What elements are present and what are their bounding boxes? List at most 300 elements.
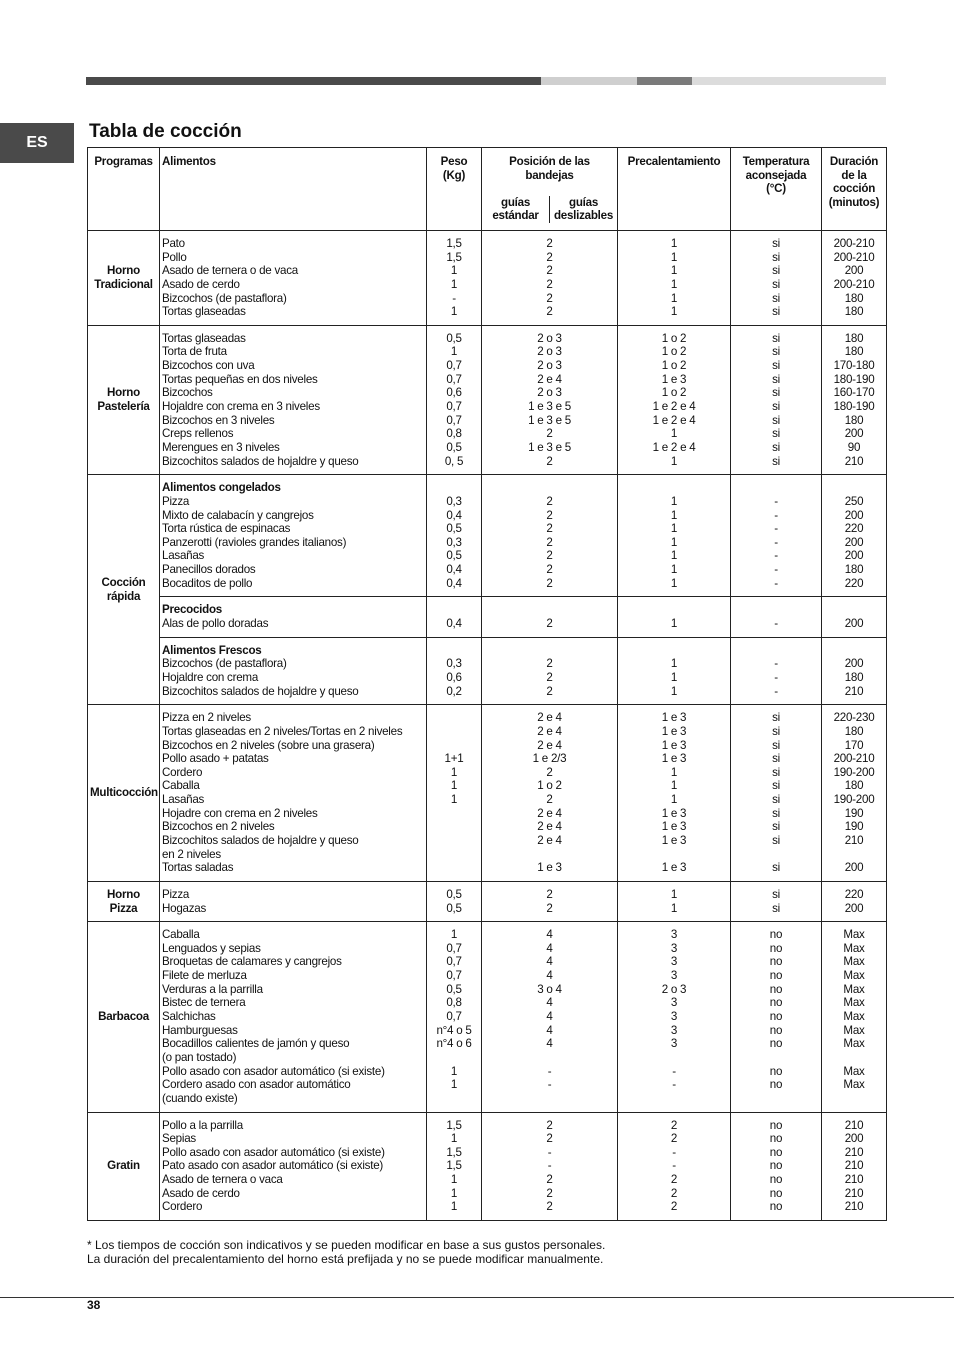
- weight: 0,8: [446, 427, 462, 441]
- preheat: si: [772, 738, 780, 752]
- food-name: Broquetas de calamares y cangrejos: [162, 955, 342, 969]
- cell-temperature: [822, 881, 887, 921]
- temperature: 180: [844, 291, 864, 305]
- temperature: 180: [844, 563, 864, 577]
- guia-estandar: 4: [546, 1023, 553, 1037]
- bar-segment-mid: [637, 77, 692, 85]
- guia-estandar: 4: [546, 955, 553, 969]
- table-row: [88, 922, 887, 1112]
- weight: 1: [450, 1078, 458, 1092]
- preheat: si: [772, 820, 780, 834]
- food-name: Hojaldre con crema en 3 niveles: [162, 400, 320, 414]
- weight: 1,5: [446, 250, 462, 264]
- weight: [429, 848, 479, 862]
- preheat: si: [772, 237, 780, 250]
- header-alimentos: Alimentos: [160, 148, 427, 231]
- cell-preheat: [731, 325, 822, 474]
- weight: 0,4: [446, 563, 462, 577]
- weight: 1: [450, 305, 458, 319]
- preheat: -: [774, 657, 778, 671]
- guia-estandar: 2: [546, 576, 553, 590]
- temperature: 210: [844, 1118, 864, 1132]
- preheat: no: [769, 1118, 783, 1132]
- food-name: Tortas glaseadas: [162, 331, 246, 345]
- preheat: si: [772, 345, 780, 359]
- preheat: si: [772, 793, 780, 807]
- food-name: Bizcochitos salados de hojaldre y queso: [162, 833, 359, 847]
- guia-estandar: [484, 848, 615, 862]
- preheat: no: [769, 969, 783, 983]
- temperature: 200: [844, 549, 864, 563]
- spacer: [484, 603, 615, 617]
- weight: 0,5: [446, 440, 462, 454]
- guia-deslizable: 1: [670, 535, 678, 549]
- guia-estandar: 2: [546, 684, 553, 698]
- preheat: no: [769, 982, 783, 996]
- guia-deslizable: 1: [670, 250, 678, 264]
- guia-estandar: -: [547, 1145, 552, 1159]
- temperature: 180: [844, 670, 864, 684]
- food-name: (cuando existe): [162, 1091, 238, 1105]
- preheat: [733, 1051, 819, 1065]
- spacer: [733, 481, 819, 495]
- preheat: si: [772, 887, 780, 901]
- preheat: si: [772, 724, 780, 738]
- cell-preheat: [731, 1112, 822, 1220]
- guia-deslizable: 1: [670, 237, 678, 250]
- preheat: si: [772, 331, 780, 345]
- preheat: si: [772, 386, 780, 400]
- food-name: Pizza en 2 niveles: [162, 711, 251, 725]
- guia-deslizable: -: [672, 1064, 676, 1078]
- guia-deslizable: 2 o 3: [661, 982, 687, 996]
- temperature: [824, 848, 884, 862]
- guia-deslizable: 1: [670, 277, 678, 291]
- guia-deslizable: 1: [670, 508, 678, 522]
- weight: [429, 834, 479, 848]
- temperature: 210: [844, 454, 864, 468]
- weight: 1: [450, 345, 458, 359]
- weight: 1+1: [444, 752, 464, 766]
- guia-deslizable: [620, 1092, 728, 1106]
- temperature: Max: [843, 1037, 865, 1051]
- guia-deslizable: 1 e 3: [661, 820, 687, 834]
- food-name: Torta de fruta: [162, 345, 227, 359]
- program-name: Gratin: [88, 1112, 160, 1220]
- weight: 0,7: [446, 359, 462, 373]
- preheat: no: [769, 1145, 783, 1159]
- cell-food-name: [160, 325, 427, 474]
- food-name: Cordero: [162, 1200, 203, 1214]
- cell-guia-deslizable: [618, 637, 731, 705]
- temperature: 210: [844, 1173, 864, 1187]
- guia-deslizable: [620, 1051, 728, 1065]
- guia-deslizable: 1 e 3: [661, 752, 687, 766]
- weight: 1,5: [446, 1159, 462, 1173]
- spacer: [620, 481, 728, 495]
- guia-estandar: 2: [546, 508, 553, 522]
- preheat: si: [772, 779, 780, 793]
- cell-weight: [427, 1112, 482, 1220]
- spacer: [620, 644, 728, 658]
- weight: 0,7: [446, 941, 462, 955]
- guia-estandar: 2: [546, 1118, 553, 1132]
- food-name: Pollo a la parrilla: [162, 1118, 243, 1132]
- spacer: [620, 603, 728, 617]
- food-name: Panecillos dorados: [162, 563, 256, 577]
- guia-deslizable: 1 e 3: [661, 833, 687, 847]
- preheat: -: [774, 535, 778, 549]
- guia-deslizable: 1: [670, 522, 678, 536]
- preheat: si: [772, 765, 780, 779]
- food-name: Tortas glaseadas en 2 niveles/Tortas en 2 niveles: [162, 724, 403, 738]
- cell-preheat: [731, 881, 822, 921]
- temperature: 180-190: [833, 372, 875, 386]
- weight: 0,4: [446, 617, 462, 631]
- guia-estandar: 2 e 4: [537, 820, 562, 834]
- bar-segment-dark: [86, 77, 541, 85]
- guia-estandar: -: [547, 1159, 552, 1173]
- weight: 0,7: [446, 969, 462, 983]
- temperature: Max: [843, 1078, 865, 1092]
- cell-preheat: [731, 705, 822, 882]
- cell-guia-estandar: [482, 705, 618, 882]
- guia-estandar: 2: [546, 1173, 553, 1187]
- guia-deslizable: 1 o 2: [661, 386, 687, 400]
- preheat: si: [772, 264, 780, 278]
- food-name: Pollo asado + patatas: [162, 752, 269, 766]
- preheat: si: [772, 861, 780, 875]
- food-name: Panzerotti (ravioles grandes italianos): [162, 535, 347, 549]
- guia-deslizable: 2: [670, 1186, 678, 1200]
- preheat: si: [772, 711, 780, 725]
- temperature: Max: [843, 928, 865, 942]
- guia-estandar: 4: [546, 941, 553, 955]
- guia-deslizable: 1: [670, 779, 678, 793]
- guia-deslizable: 1 e 3: [661, 806, 687, 820]
- weight: n°4 o 6: [436, 1037, 472, 1051]
- header-precalentamiento: Precalentamiento: [618, 148, 731, 231]
- spacer: [733, 603, 819, 617]
- guia-deslizable: 3: [670, 996, 678, 1010]
- food-name: Bizcochos (de pastaflora): [162, 657, 287, 671]
- weight: [429, 739, 479, 753]
- header-posicion: [482, 148, 618, 231]
- preheat: si: [772, 250, 780, 264]
- weight: 1: [450, 928, 458, 942]
- weight: 1: [450, 779, 458, 793]
- cell-weight: [427, 637, 482, 705]
- weight: 0,2: [446, 684, 462, 698]
- weight: 1: [450, 765, 458, 779]
- guia-estandar: 2: [546, 535, 553, 549]
- weight: [429, 1051, 479, 1065]
- preheat: si: [772, 454, 780, 468]
- preheat: -: [774, 494, 778, 508]
- temperature: 160-170: [833, 386, 875, 400]
- weight: 0,6: [446, 386, 462, 400]
- preheat: si: [772, 291, 780, 305]
- table-row: [88, 881, 887, 921]
- food-name: Lenguados y sepias: [162, 941, 261, 955]
- table-row: [88, 1112, 887, 1220]
- guia-deslizable: 1: [670, 563, 678, 577]
- temperature: 180: [844, 345, 864, 359]
- guia-deslizable: 1 e 2 e 4: [652, 440, 696, 454]
- weight: 1: [450, 793, 458, 807]
- preheat: si: [772, 359, 780, 373]
- table-row: [88, 705, 887, 882]
- guia-estandar: 4: [546, 1010, 553, 1024]
- guia-deslizable: 1 e 2 e 4: [652, 400, 696, 414]
- bar-segment-light: [541, 77, 637, 85]
- temperature: 250: [844, 494, 864, 508]
- temperature: 200: [844, 657, 864, 671]
- temperature: 180: [844, 724, 864, 738]
- cell-weight: [427, 597, 482, 637]
- cell-guia-deslizable: [618, 705, 731, 882]
- food-name: Creps rellenos: [162, 427, 234, 441]
- guia-estandar: 2 e 4: [537, 738, 562, 752]
- food-name: Asado de cerdo: [162, 277, 240, 291]
- guia-estandar: 2: [546, 617, 553, 631]
- food-name: Torta rústica de espinacas: [162, 522, 291, 536]
- preheat: [733, 1092, 819, 1106]
- guia-estandar: 1 e 3 e 5: [528, 400, 571, 414]
- guia-deslizable: 1 e 3: [661, 372, 687, 386]
- cell-guia-deslizable: [618, 922, 731, 1112]
- food-name: Hojaldre con crema: [162, 670, 259, 684]
- language-tab: ES: [0, 123, 74, 163]
- header-decoration-bar: [86, 77, 886, 85]
- temperature: 220: [844, 887, 864, 901]
- guia-estandar: 2: [546, 549, 553, 563]
- header-posicion-label: Posición de las bandejas: [509, 155, 590, 182]
- guia-estandar: 2: [546, 887, 553, 901]
- cell-weight: [427, 475, 482, 597]
- guia-estandar: 3 o 4: [537, 982, 562, 996]
- temperature: 200: [844, 264, 864, 278]
- guia-estandar: 2: [546, 250, 553, 264]
- guia-deslizable: -: [672, 1145, 676, 1159]
- footnote-line: La duración del precalentamiento del horno está prefijada y no se puede modificar manualmente.: [87, 1252, 604, 1266]
- guia-estandar: 2 o 3: [537, 386, 562, 400]
- food-name: Bizcochos en 3 niveles: [162, 413, 275, 427]
- temperature: 210: [844, 684, 864, 698]
- food-name: Bizcochitos salados de hojaldre y queso: [162, 684, 359, 698]
- preheat: -: [774, 549, 778, 563]
- weight: 0,3: [446, 535, 462, 549]
- guia-deslizable: 1: [670, 576, 678, 590]
- cell-guia-deslizable: [618, 597, 731, 637]
- weight: 1,5: [446, 237, 462, 250]
- temperature: 200: [844, 901, 864, 915]
- cell-food-name: [160, 231, 427, 326]
- weight: 1,5: [446, 1145, 462, 1159]
- spacer: [824, 481, 884, 495]
- preheat: si: [772, 372, 780, 386]
- guia-deslizable: 1 o 2: [661, 359, 687, 373]
- guia-estandar: 2: [546, 291, 553, 305]
- cell-weight: [427, 325, 482, 474]
- food-name: Lasañas: [162, 549, 205, 563]
- preheat: no: [769, 1037, 783, 1051]
- temperature: 170-180: [833, 359, 875, 373]
- weight: 0,5: [446, 887, 462, 901]
- header-programas: Programas: [88, 148, 160, 231]
- food-name: Pato: [162, 237, 185, 250]
- guia-deslizable: 1: [670, 670, 678, 684]
- cell-weight: [427, 231, 482, 326]
- temperature: Max: [843, 941, 865, 955]
- preheat: si: [772, 427, 780, 441]
- food-name: Sepias: [162, 1132, 196, 1146]
- program-name: Barbacoa: [88, 922, 160, 1112]
- food-name: Bizcochos con uva: [162, 359, 255, 373]
- weight: 0,7: [446, 1010, 462, 1024]
- temperature: 180: [844, 413, 864, 427]
- weight: 1: [450, 1200, 458, 1214]
- weight: 1: [450, 1064, 458, 1078]
- temperature: 190-200: [833, 793, 875, 807]
- program-name: Multicocción: [88, 705, 160, 882]
- food-name: Hogazas: [162, 901, 207, 915]
- preheat: -: [774, 684, 778, 698]
- weight: 1: [450, 264, 458, 278]
- guia-deslizable: 2: [670, 1200, 678, 1214]
- cell-preheat: [731, 475, 822, 597]
- guia-estandar: 1 e 2/3: [532, 752, 567, 766]
- weight: -: [452, 291, 456, 305]
- cell-temperature: [822, 475, 887, 597]
- guia-estandar: 2: [546, 277, 553, 291]
- guia-deslizable: 1: [670, 617, 678, 631]
- weight: 0,3: [446, 494, 462, 508]
- guia-deslizable: 3: [670, 1037, 678, 1051]
- cell-guia-deslizable: [618, 881, 731, 921]
- food-name: Mixto de calabacín y cangrejos: [162, 508, 314, 522]
- weight: 1: [450, 1173, 458, 1187]
- cell-weight: [427, 705, 482, 882]
- table-row: [88, 325, 887, 474]
- preheat: -: [774, 670, 778, 684]
- spacer: [429, 644, 479, 658]
- preheat: no: [769, 1173, 783, 1187]
- guia-deslizable: 2: [670, 1173, 678, 1187]
- spacer: [733, 644, 819, 658]
- cell-guia-deslizable: [618, 231, 731, 326]
- temperature: Max: [843, 1023, 865, 1037]
- food-name: Bizcochos: [162, 386, 213, 400]
- program-name: Horno Pastelería: [88, 325, 160, 474]
- temperature: 180: [844, 331, 864, 345]
- temperature: 200: [844, 1132, 864, 1146]
- cell-guia-estandar: [482, 881, 618, 921]
- cell-food-name: [160, 475, 427, 597]
- weight: 0,4: [446, 508, 462, 522]
- guia-estandar: 2: [546, 657, 553, 671]
- guia-estandar: 2: [546, 264, 553, 278]
- weight: [429, 711, 479, 725]
- food-name: Asado de cerdo: [162, 1186, 240, 1200]
- cell-preheat: [731, 231, 822, 326]
- food-name: Tortas pequeñas en dos niveles: [162, 372, 318, 386]
- preheat: si: [772, 752, 780, 766]
- guia-estandar: 2: [546, 901, 553, 915]
- food-name: Asado de ternera o vaca: [162, 1173, 283, 1187]
- temperature: 90: [847, 440, 861, 454]
- guia-deslizable: 1: [670, 765, 678, 779]
- guia-deslizable: [620, 848, 728, 862]
- guia-estandar: 2 o 3: [537, 331, 562, 345]
- food-name: Pizza: [162, 494, 190, 508]
- guia-estandar: 2 e 4: [537, 806, 562, 820]
- guia-estandar: 2: [546, 454, 553, 468]
- guia-estandar: 2: [546, 1186, 553, 1200]
- group-heading: Precocidos: [162, 603, 223, 617]
- guia-deslizable: -: [672, 1078, 676, 1092]
- guia-estandar: 4: [546, 969, 553, 983]
- preheat: -: [774, 508, 778, 522]
- bar-segment-pale: [692, 77, 886, 85]
- guia-estandar: 2: [546, 793, 553, 807]
- cell-guia-estandar: [482, 597, 618, 637]
- weight: 0,7: [446, 400, 462, 414]
- cooking-table: [87, 147, 887, 1221]
- weight: 0,5: [446, 522, 462, 536]
- group-heading: Alimentos congelados: [162, 481, 281, 495]
- cell-temperature: [822, 1112, 887, 1220]
- guia-deslizable: 2: [670, 1118, 678, 1132]
- food-name: Hojadre con crema en 2 niveles: [162, 806, 318, 820]
- header-peso: Peso (Kg): [427, 148, 482, 231]
- weight: 0,4: [446, 576, 462, 590]
- temperature: 180-190: [833, 400, 875, 414]
- temperature: 210: [844, 1159, 864, 1173]
- guia-estandar: 4: [546, 1037, 553, 1051]
- preheat: no: [769, 1064, 783, 1078]
- food-name: Cordero: [162, 765, 203, 779]
- guia-deslizable: 3: [670, 1010, 678, 1024]
- food-name: Cordero asado con asador automático: [162, 1078, 351, 1092]
- weight: [429, 861, 479, 875]
- guia-estandar: 2: [546, 1132, 553, 1146]
- table-row: [88, 231, 887, 326]
- preheat: no: [769, 1023, 783, 1037]
- guia-estandar: 2: [546, 427, 553, 441]
- food-name: Pizza: [162, 887, 190, 901]
- cell-guia-estandar: [482, 475, 618, 597]
- temperature: Max: [843, 1010, 865, 1024]
- temperature: 200-210: [833, 752, 875, 766]
- weight: 1: [450, 277, 458, 291]
- table-row: [88, 597, 887, 637]
- preheat: -: [774, 576, 778, 590]
- temperature: 200: [844, 535, 864, 549]
- temperature: 220: [844, 522, 864, 536]
- cell-food-name: [160, 597, 427, 637]
- cell-temperature: [822, 705, 887, 882]
- spacer: [484, 644, 615, 658]
- guia-deslizable: 3: [670, 928, 678, 942]
- temperature: 200: [844, 861, 864, 875]
- temperature: 180: [844, 305, 864, 319]
- preheat: -: [774, 522, 778, 536]
- temperature: Max: [843, 996, 865, 1010]
- preheat: no: [769, 928, 783, 942]
- footnote: [87, 1238, 605, 1266]
- temperature: 210: [844, 1186, 864, 1200]
